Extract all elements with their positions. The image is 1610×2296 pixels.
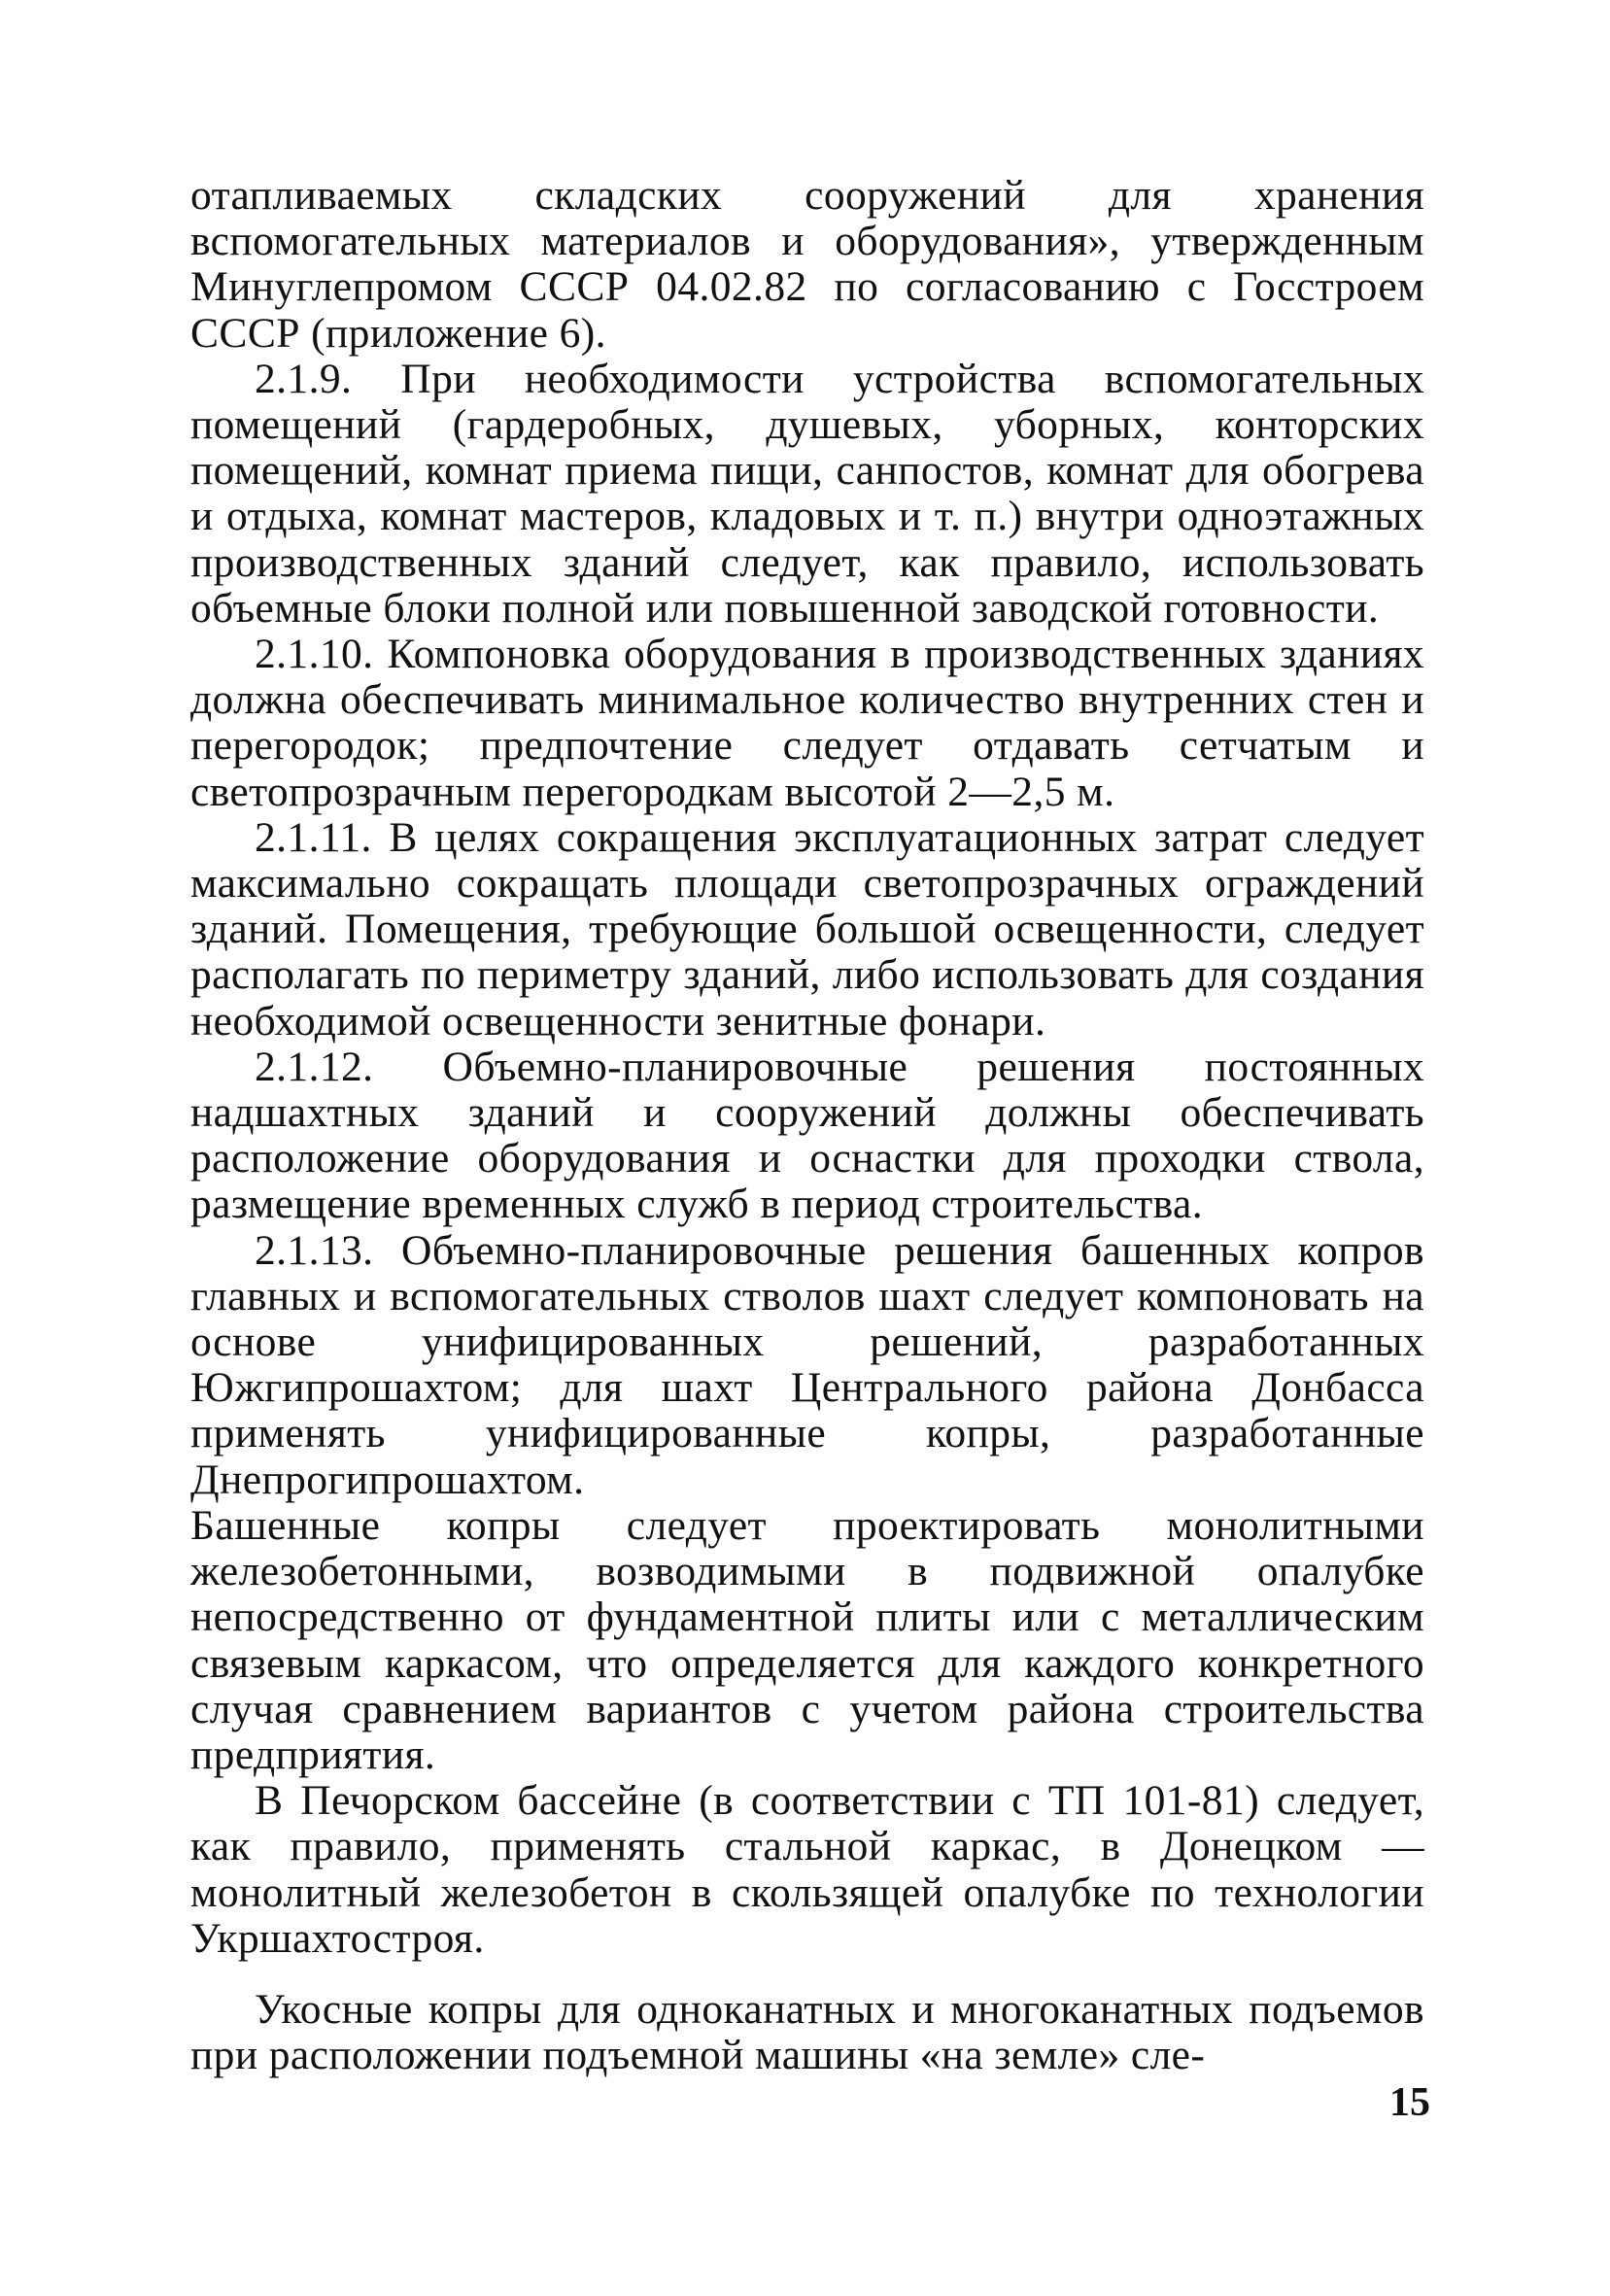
paragraph-2-1-13: 2.1.13. Объемно-планировочные решения башенных копров главных и вспомогательных стволов шахт следует компоновать на основе унифицированных решений, разработанных Южгипрошахтом; для шахт Центрального района Донбасса применять унифицированные копры, разработанные Днепрогипрошахтом. (190, 1226, 1424, 1503)
paragraph-2-1-10: 2.1.10. Компоновка оборудования в производственных зданиях должна обеспечивать минимальное количество внутренних стен и перегородок; предпочтение следует отдавать сетчатым и светопрозрачным перегородкам высотой 2—2,5 м. (190, 631, 1424, 815)
paragraph-inclined-headframes: Укосные копры для одноканатных и многоканатных подъемов при расположении подъемной машины «на земле» сле- (190, 1985, 1424, 2079)
paragraph-2-1-9: 2.1.9. При необходимости устройства вспомогательных помещений (гардеробных, душевых, уборных, конторских помещений, комнат приема пищи, санпостов, комнат для обогрева и отдыха, комнат мастеров, кладовых и т. п.) внутри одноэтажных производственных зданий следует, как правило, использовать объемные блоки полной или повышенной заводской готовности. (190, 355, 1424, 632)
paragraph-2-1-12: 2.1.12. Объемно-планировочные решения постоянных надшахтных зданий и сооружений должны обеспечивать расположение оборудования и оснастки для проходки ствола, размещение временных служб в период строительства. (190, 1043, 1424, 1228)
paragraph-tower-headframes: Башенные копры следует проектировать монолитными железобетонными, возводимыми в подвижной опалубке непосредственно от фундаментной плиты или с металлическим связевым каркасом, что определяется для каждого конкретного случая сравнением вариантов с учетом района строительства предприятия. (190, 1501, 1424, 1778)
body-text (190, 173, 1424, 2078)
paragraph-pechora-basin: В Печорском бассейне (в соответствии с ТП 101-81) следует, как правило, применять стальной каркас, в Донецком — монолитный железобетон в скользящей опалубке по технологии Укршахтостроя. (190, 1777, 1424, 1962)
paragraph-2-1-11: 2.1.11. В целях сокращения эксплуатационных затрат следует максимально сокращать площади светопрозрачных ограждений зданий. Помещения, требующие большой освещенности, следует располагать по периметру зданий, либо использовать для создания необходимой освещенности зенитные фонари. (190, 813, 1424, 1045)
page-number: 15 (1389, 2080, 1430, 2125)
paragraph-continuation: отапливаемых складских сооружений для хранения вспомогательных материалов и оборудования», утвержденным Минуглепромом СССР 04.02.82 по согласованию с Госстроем СССР (приложение 6). (190, 172, 1424, 357)
